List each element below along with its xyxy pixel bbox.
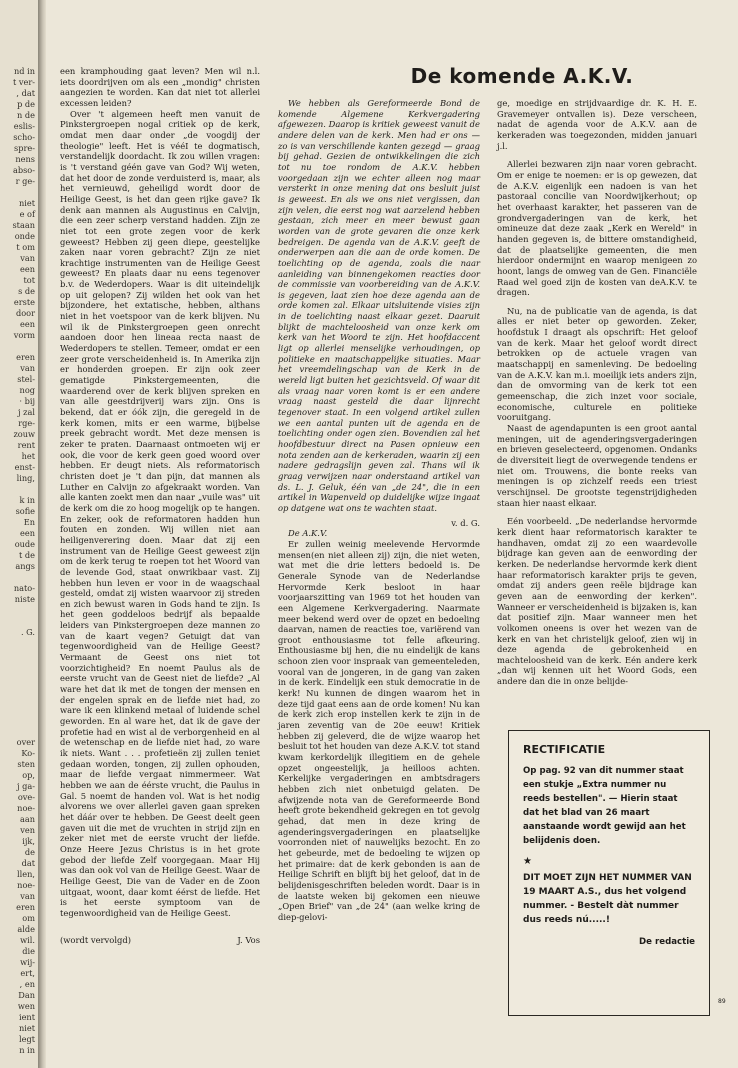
col3-paragraph: Naast de agendapunten is een groot aantal meningen, uit de agenderingsvergaderingen en brieven geselecteerd, opgenomen. Ondanks de diversiteit liegt de overwegende tendens er niet om. Trouwens, die bonte reeks van meningen is op zichzelf reeds een triest verschijnsel. De grootste tegenstrijdigheden staan hier naast elkaar. [497,423,697,508]
col1-footer [60,935,260,946]
rectificatie-title: RECTIFICATIE [523,743,606,756]
intro [278,98,480,514]
headline: De komende A.K.V. [410,64,634,88]
author: J. Vos [237,934,260,945]
star-icon: ★ [523,856,532,867]
col1-paragraph: Over 't algemeen heeft men vanuit de Pinkstergroepen nogal critiek op de kerk, omdat men daar onder „de voogdij der theologie" leeft. Het is vééI te dogmatisch, verstandelijk doordacht. Ik zou willen vragen: is 't verstand géén gave van God? Wij weten, dat het door de zonde verduisterd is, maar, als het vernieuwd, geheiligd wordt door de Heilige Geest, is het dan geen rijke gave? Ik denk aan mannen als Augustinus en Calvijn, die een zeer scherp verstand hadden. Zijn ze niet tot een grote zegen voor de kerk geweest? Hebben zij geen diepe, geestelijke zaken naar voren gebracht? Zijn ze niet krachtige instrumenten van de Heilige Geest geweest? En plaats daar nu eens tegenover b.v. de Wederdopers. Waar is dit uiteindelijk op uit gelopen? Zij wilden het ook van het bijzondere, het extatische, hebben, althans niet in het voetspoor van de kerk blijven. Nu wil ik de Pinkstergroepen geen onrecht aandoen door hen lineaa recta naast de Wederdopers te stellen. Temeer, omdat er een zeer grote verscheidenheid is. In Amerika zijn er honderden groepen. Er zijn ook zeer gematigde Pinkstergemeenten, die waarderend over de kerk blijven spreken en van alle geestdrijverij wars zijn. Ons is bekend, dat er óók zijn, die geregeld in de kerk komen, mits er een warme, bijbelse preek gebracht wordt. Met deze mensen is zeker te praten. Daarnaast ontmoeten wij er ook, die voor de kerk geen goed woord over hebben. Er deugt niets. Als reformatorisch christen doet je 't dan pijn, dat mannen als Luther en Calvijn zo afgekraakt worden. Van alle kanten zoekt men dan naar „vuile was" uit de kerk om die zo hoog mogelijk op te hangen. En zeker, ook de reformatoren hadden hun fouten en zonden. Wij willen niet aan heiligenverering doen. Maar dat zij een instrument van de Heilige Geest geweest zijn om de kerk terug te roepen tot het Woord van de levende God, staat onwrikbaar vast. Zij hebben hun leven er voor in de waagschaal gesteld, omdat zij wisten waarvoor zij streden en zich bewust waren in Gods hand te zijn. Is het geen goddeloos bedrijf als bepaalde leiders van Pinkstergroepen deze mannen zo van de kaart vegen? Getuigt dat van tegenwoordigheid van de Heilige Geest? Vermaant de Geest ons niet tot voorzichtigheid? En noemt Paulus als de eerste vrucht van de Geest niet de liefde? „Al ware het dat ik met de tongen der mensen en der engelen sprak en de liefde niet had, zo ware ik een klinkend metaal of luidende schel geworden. En al ware het, dat ik de gave der profetie had en wist al de verborgenheid en al de wetenschap en de liefde niet had, zo ware ik niets. Want . . . profetieën zij zullen teniet gedaan worden, tongen, zij zullen ophouden, maar de liefde vergaat nimmermeer. Wat hebben we aan de éérste vrucht, die Paulus in Gal. 5 noemt de handen vol. Wat is het nodig alvorens we over allerlei gaven gaan spreken het dáár over te hebben. De Geest deelt geen gaven uit die met de vruchten in strijd zijn en zeker niet met de eerste vrucht der liefde. Onze Heere Jezus Christus is in het grote gebod der liefde Zelf voorgegaan. Maar Hij was dan ook vol van de Heilige Geest. Waar de Heilige Geest, Die van de Vader en de Zoon uitgaat, woont, daar komt éérst de liefde. Het is het eerste symptoom van de tegenwoordigheid van de Heilige Geest. [60,108,260,918]
rectificatie-signature: De redactie [639,937,695,947]
column-2 [278,98,480,923]
page [46,0,738,1068]
left-page-edge [0,0,38,1068]
book-gutter [38,0,46,1068]
col3-paragraph: Nu, na de publicatie van de agenda, is dat alles er niet beter op geworden. Zeker, hoofdstuk I draagt als opschrift: Het geloof van de kerk. Maar het geloof wordt direct betrokken op de actuele vragen van maatschappij en samenleving. De bedoeling van de A.K.V. kan m.i. moeilijk iets anders zijn, dan de omvorming van de kerk tot een gemeenschap, die zich inzet voor sociale, economische, culturele en politieke vooruitgang. [497,305,697,423]
rectificatie-notice: DIT MOET ZIJN HET NUMMER VAN 19 MAART A.S., dus het volgend nummer. - Bestelt dàt nummer dus reeds nú.....! [523,873,692,925]
col1-paragraph: een kramphouding gaat leven? Men wil n.l. iets doordrijven om als een „mondig" christen aangezien te worden. Kan dat niet tot allerlei excessen leiden? [60,66,260,108]
rectificatie-box [508,730,710,1016]
col3-paragraph: Allerlei bezwaren zijn naar voren gebracht. Om er enige te noemen: er is op gewezen, dat de A.K.V. eigenlijk een nadoen is van het pastoraal concilie van Noordwijkerhout; op het overhaast karakter, het passeren van de grondvergaderingen van de kerk, het omineuze dat deze zaak „Kerk en Wereld" in handen gegeven is, de bittere omstandigheid, dat de plaatselijke gemeenten, die men hierdoor ondermijnt en waarop menigeen zo hoont, langs de omweg van de Gen. Financiële Raad wel goed zijn de kosten van deA.K.V. te dragen. [497,159,697,298]
intro-text: We hebben als Gereformeerde Bond de komende Algemene Kerkvergadering afgewezen. Daarop is kritiek geweest vanuit de andere delen van de kerk. Men had er ons — zo is van verschillende kanten gezegd — graag bij gehad. Gezien de ontwikkelingen die zich tot nu toe rondom de A.K.V. hebben voorgedaan zijn we echter alleen nog maar versterkt in onze mening dat ons besluit juist is geweest. En als we ons niet vergissen, dan zijn velen, die eerst nog wat aarzelend hebben gestaan, zich meer en meer bewust gaan worden van de grote gevaren die onze kerk bedreigen. De agenda van de A.K.V. geeft de onderwerpen aan die aan de orde komen. De toelichting op de agenda, zoals die naar aanleiding van binnengekomen reacties door de commissie van voorbereiding van de A.K.V. is gegeven, laat zien hoe deze agenda aan de orde komen zal. Elkaar uitsluitende visies zijn in de toelichting naast elkaar gezet. Daaruit blijkt de machteloosheid van onze kerk om kerk van het Woord te zijn. Het hoofdaccent ligt op allerlei menselijke verhoudingen, op politieke en maatschappelijke situaties. Maar het vreemdelingschap van de Kerk in de wereld ligt buiten het gezichtsveld. Of waar dit als vraag naar voren komt is er een andere vraag naast gesteld die daar lijnrecht tegenover staat. In een volgend artikel zullen we een aantal punten uit de agenda en de toelichting onder ogen zien. Bovendien zal het hoofdbestuur direct na Pasen opnieuw een nota zenden aan de kerkeraden, waarin zij een nadere gedragslijn geven zal. Thans wil ik graag verwijzen naar onderstaand artikel van ds. L. J. Geluk, één van „de 24", die in een artikel in Wapenveld op duidelijke wijze ingaat op datgene wat ons te wachten staat. [278,98,480,513]
column-3 [497,98,697,687]
rectificatie-body: Op pag. 92 van dit nummer staat een stukje „Extra nummer nu reeds bestellen". — Hierin staat dat het blad van 26 maart aanstaande wordt gewijd aan het belijdenis doen. [523,766,686,846]
col3-paragraph: ge, moedige en strijdvaardige dr. K. H. E. Gravemeyer ontvallen is). Deze verscheen, nadat de agenda voor de A.K.V. aan de kerkeraden was toegezonden, midden januari j.l. [497,98,697,151]
column-1 [60,66,260,945]
col2-body: Er zullen weinig meelevende Hervormde mensen(en niet alleen zij) zijn, die niet weten, wat met die drie letters bedoeld is. De Generale Synode van de Nederlandse Hervormde Kerk besloot in haar voorjaarszitting van 1969 tot het houden van een Algemene Kerkvergadering. Naarmate meer bekend werd over de opzet en bedoeling daarvan, namen de reacties toe, variërend van groot enthousiasme tot felle afkeuring. Enthousiasme bij hen, die nu eindelijk de kans schoon zien voor inspraak van gemeenteleden, vooral van de jongeren, in de gang van zaken in de kerk. Eindelijk een stuk democratie in de kerk! Nu kunnen de dingen waarom het in deze tijd gaat eens aan de orde komen! Nu kan de kerk zich erop instellen kerk te zijn in de jaren zeventig van de 20e eeuw! Kritiek hebben zij geleverd, die de wijze waarop het besluit tot het houden van deze A.K.V. tot stand kwam kerkordelijk illegitiem en de gehele opzet ongeestelijk, ja heilloos achten. Kerkelijke vergaderingen en ambtsdragers hebben zich niet onbetuigd gelaten. De afwijzende nota van de Gereformeerde Bond heeft grote bekendheid gekregen en tot gevolg gehad, dat men in deze kring de agenderingsvergaderingen en plaatselijke voorronden niet of nauwelijks bezocht. En zo het gebeurde, met de bedoeling te wijzen op het primaire: dat de kerk gebonden is aan de Heilige Schrift en blijft bij het geloof, dat in de belijdenisgeschriften beleden wordt. Daar is in de laatste weken bij gekomen een nieuwe „Open Brief" van „de 24" (aan welke kring de diep-gelovi- [278,538,480,922]
intro-signature: v. d. G. [451,517,480,528]
continued-note: (wordt vervolgd) [60,934,132,945]
col3-paragraph: Eén voorbeeld. „De nederlandse hervormde kerk dient haar reformatorisch karakter te handhaven, omdat zij zo een waardevolle bijdrage kan geven aan de eenwording der kerken. De nederlandse hervormde kerk dient haar reformatorisch karakter prijs te geven, omdat zij anders geen reële bijdrage kan geven aan de eenwording der kerken". Wanneer er verscheidenheid is bijzaken is, kan dat positief zijn. Maar wanneer men het volkomen oneens is over het wezen van de kerk en van het christelijk geloof, zien wij in deze agenda de gebrokenheid en machteloosheid van de kerk. Eén andere kerk „dan wij kennen uit het Woord Gods, een andere dan die in onze belijde- [497,516,697,687]
subhead: De A.K.V. [288,528,328,539]
page-number: 89 [718,998,726,1005]
left-page-fragments: nd in t ver- , dat p de n de eslis- scho- spre- nens abso- r ge- niet e of staan onde t om van een tot s de erste door een vorm eren van stel- nog · bij j zal rge- zouw rent het enst- ling, k in sofie En een oude t de angs nato- niste . G. over Ko- sten op, j ga- ove- noe- aan ven ijk, de dat llen, noe- van eren om alde wil. die wij- ert, , en Dan wen ient niet legt n in [12,66,35,1055]
